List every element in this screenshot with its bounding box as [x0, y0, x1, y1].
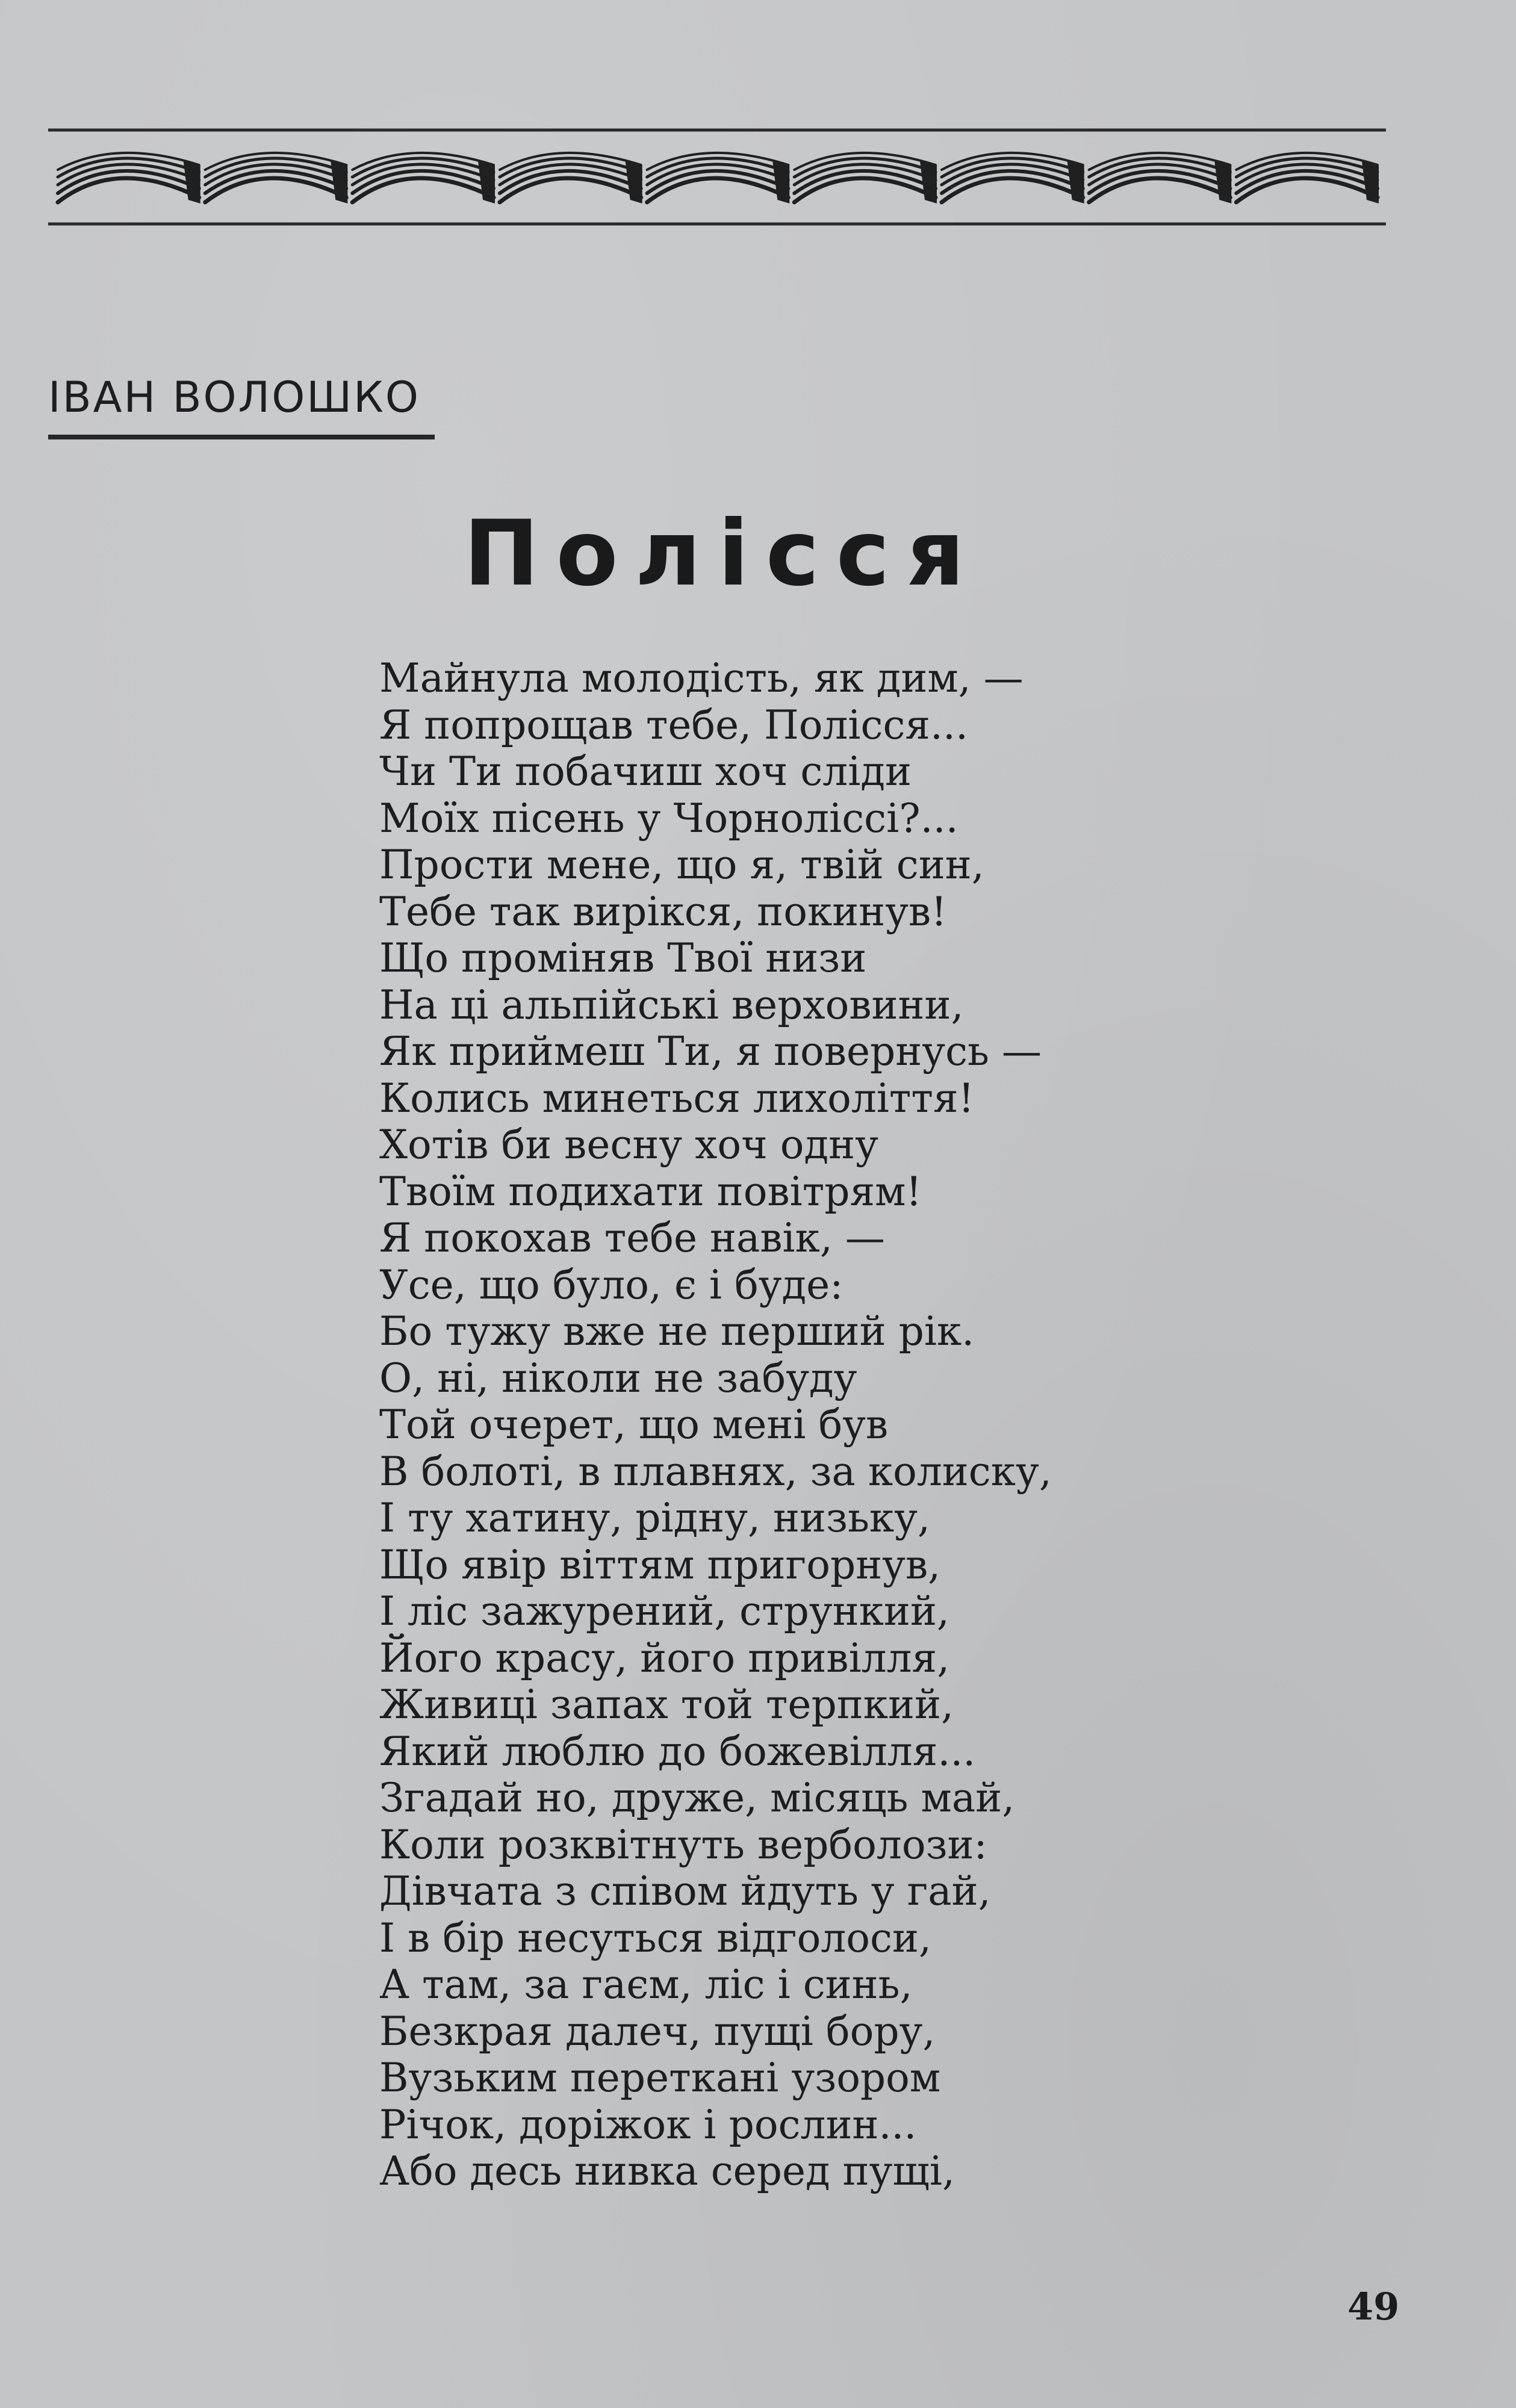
poem-line: Прости мене, що я, твій син,	[379, 842, 984, 888]
poem-line: Моїх пісень у Чорноліссі?...	[379, 795, 958, 842]
poem-line: Тебе так вирікся, покинув!	[379, 888, 947, 935]
poem-line: Як приймеш Ти, я повернусь —	[379, 1028, 1042, 1075]
author-underline	[48, 435, 435, 439]
poem-line: І ліс зажурений, стрункий,	[379, 1588, 949, 1634]
poem-line: Я покохав тебе навік, —	[379, 1215, 885, 1261]
poem-line: І в бір несуться відголоси,	[379, 1914, 931, 1961]
poem-line: В болоті, в плавнях, за колиску,	[379, 1448, 1052, 1495]
poem-line: Майнула молодість, як дим, —	[379, 655, 1024, 701]
poem-line: А там, за гаєм, ліс і синь,	[379, 1961, 913, 2008]
poem-line: Безкрая далеч, пущі бору,	[379, 2008, 936, 2055]
poem-line: Той очерет, що мені був	[379, 1401, 889, 1448]
poem-line: І ту хатину, рідну, низьку,	[379, 1495, 930, 1541]
poem-title: Полісся	[463, 501, 981, 606]
poem-line: Згадай но, друже, місяць май,	[379, 1775, 1015, 1821]
poem-line: Твоїм подихати повітрям!	[379, 1168, 922, 1215]
wave-border-ornament	[48, 126, 1386, 229]
poem-line: Який люблю до божевілля...	[379, 1728, 976, 1775]
author-name: ІВАН ВОЛОШКО	[48, 373, 420, 422]
poem-line: Вузьким переткані узором	[379, 2055, 941, 2101]
poem-line: Живиці запах той терпкий,	[379, 1681, 954, 1728]
poem-line: Дівчата з співом йдуть у гай,	[379, 1868, 991, 1914]
poem-line: Що явір віттям пригорнув,	[379, 1541, 941, 1588]
poem-line: Або десь нивка серед пущі,	[379, 2148, 955, 2194]
poem-line: Чи Ти побачиш хоч сліди	[379, 748, 912, 795]
poem-line: Усе, що було, є і буде:	[379, 1261, 843, 1308]
poem-line: Бо тужу вже не перший рік.	[379, 1308, 975, 1354]
page-number: 49	[1347, 2285, 1400, 2329]
poem-text	[379, 655, 1052, 2195]
poem-line: Його красу, його привілля,	[379, 1634, 950, 1681]
poem-line: О, ні, ніколи не забуду	[379, 1354, 857, 1401]
poem-line: Я попрощав тебе, Полісся...	[379, 701, 968, 748]
poem-line: Коли розквітнуть верболози:	[379, 1821, 987, 1868]
poem-line: На ці альпійські верховини,	[379, 981, 964, 1028]
poem-line: Що проміняв Твої низи	[379, 935, 867, 981]
poem-line: Хотів би весну хоч одну	[379, 1122, 878, 1168]
poem-line: Річок, доріжок і рослин...	[379, 2101, 917, 2148]
poem-line: Колись минеться лихоліття!	[379, 1075, 975, 1122]
